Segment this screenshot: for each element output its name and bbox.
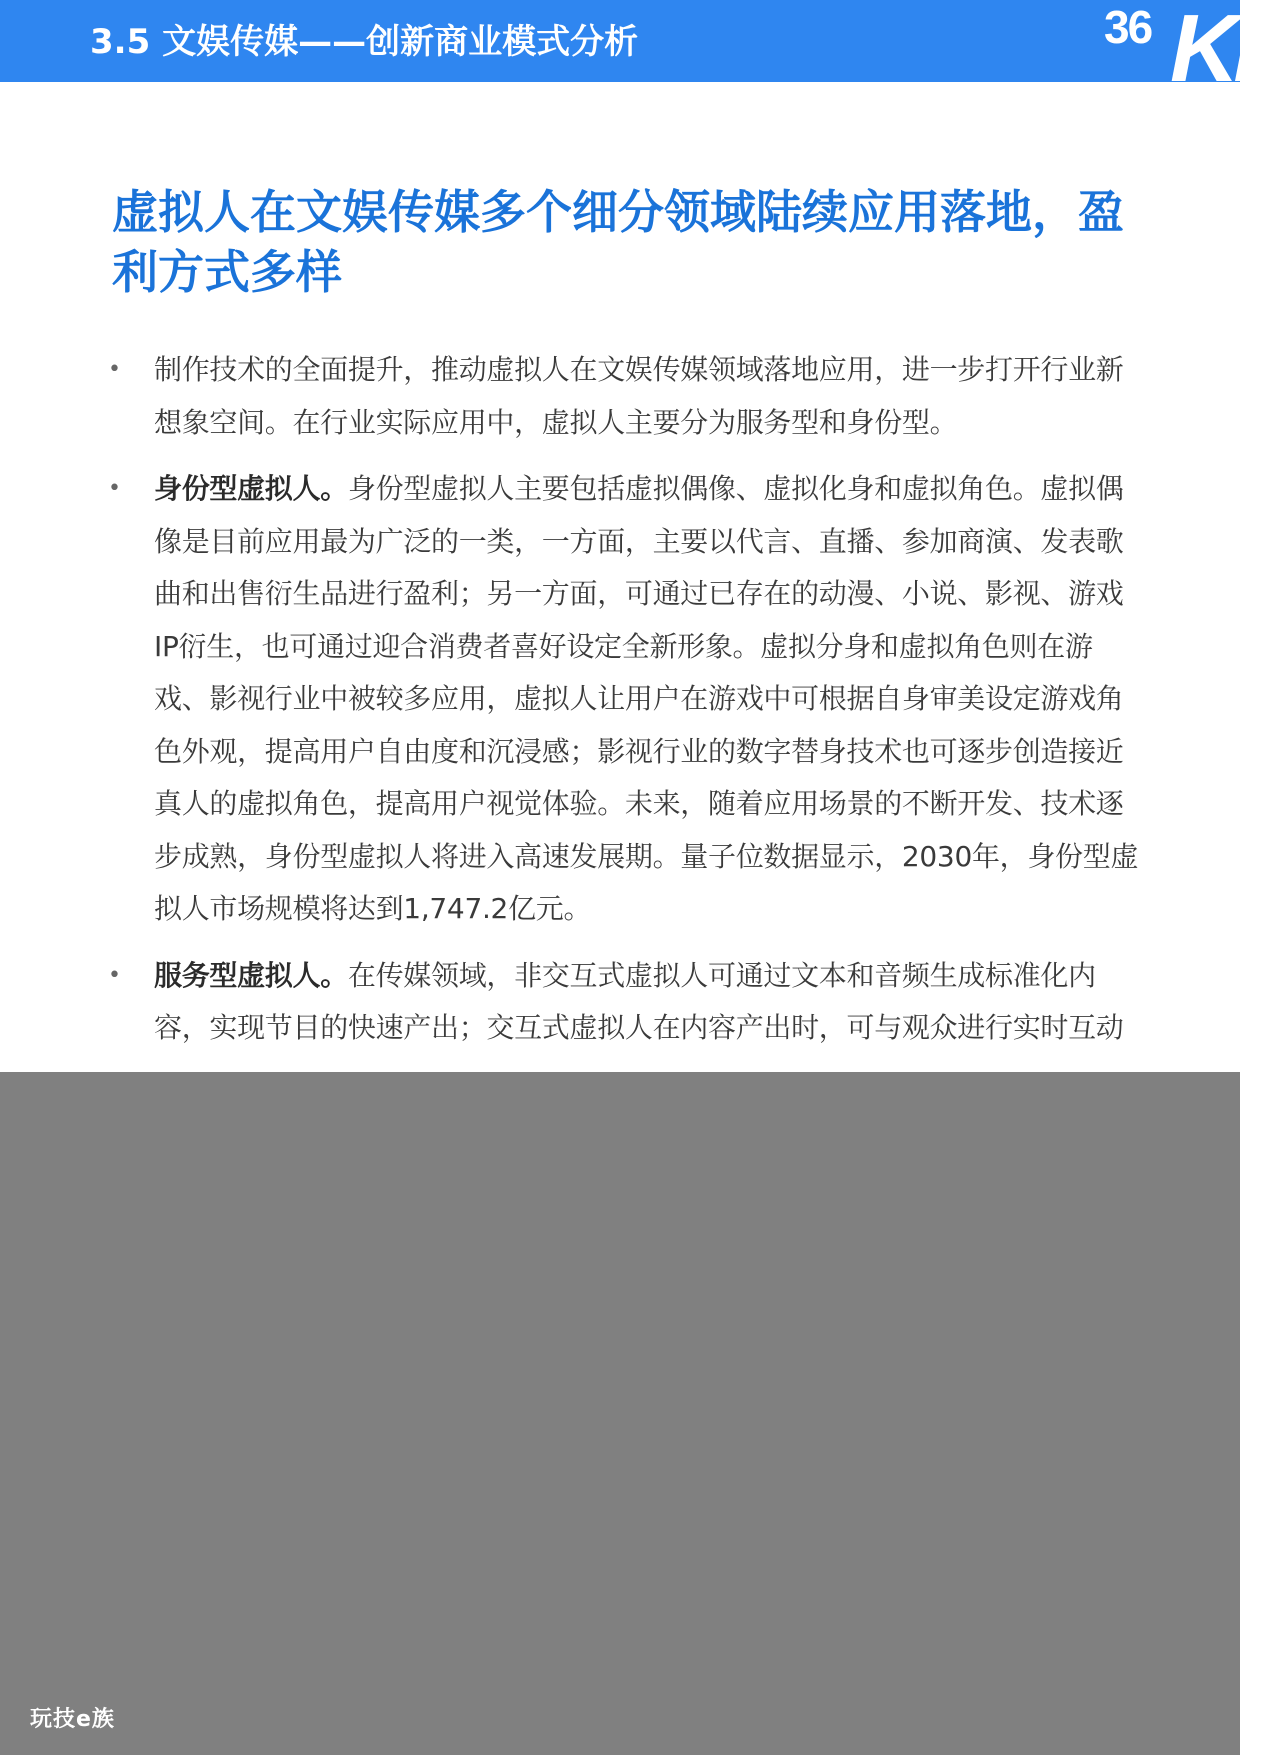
list-item	[104, 344, 1144, 449]
bullet-dot-icon: •	[108, 962, 121, 988]
bullet-text: 制作技术的全面提升，推动虚拟人在文娱传媒领域落地应用，进一步打开行业新想象空间。在行业实际应用中，虚拟人主要分为服务型和身份型。	[154, 353, 1124, 439]
logo-letters: Kr	[1170, 0, 1265, 102]
logo-number: 36	[1104, 1, 1152, 53]
bullet-lead: 服务型虚拟人。	[154, 958, 348, 992]
bullet-text: 身份型虚拟人主要包括虚拟偶像、虚拟化身和虚拟角色。虚拟偶像是目前应用最为广泛的一类，一方面，主要以代言、直播、参加商演、发表歌曲和出售衍生品进行盈利；另一方面，可通过已存在的动漫、小说、影视、游戏IP衍生，也可通过迎合消费者喜好设定全新形象。虚拟分身和虚拟角色则在游戏、影视行业中被较多应用，虚拟人让用户在游戏中可根据自身审美设定游戏角色外观，提高用户自由度和沉浸感；影视行业的数字替身技术也可逐步创造接近真人的虚拟角色，提高用户视觉体验。未来，随着应用场景的不断开发、技术逐步成熟，身份型虚拟人将进入高速发展期。量子位数据显示，2030年，身份型虚拟人市场规模将达到1,747.2亿元。	[154, 472, 1139, 925]
36kr-logo	[1080, 0, 1265, 102]
list-item	[104, 463, 1144, 936]
bullet-list	[104, 344, 1144, 1069]
bullet-paragraph	[154, 950, 1144, 1055]
list-item	[104, 950, 1144, 1055]
bullet-lead: 身份型虚拟人。	[154, 472, 348, 505]
redaction-overlay	[0, 1072, 1240, 1755]
bullet-paragraph	[154, 344, 1144, 449]
section-title: 3.5 文娱传媒——创新商业模式分析	[90, 22, 639, 62]
bullet-paragraph	[154, 463, 1144, 936]
footer-brand: 玩技e族	[30, 1707, 115, 1732]
page-title: 虚拟人在文娱传媒多个细分领域陆续应用落地，盈利方式多样	[112, 185, 1124, 299]
bullet-dot-icon: •	[108, 357, 121, 382]
bullet-text: 在传媒领域，非交互式虚拟人可通过文本和音频生成标准化内容，实现节目的快速产出；交互式虚拟人在内容产出时，可与观众进行实时互动	[154, 958, 1124, 1044]
header-bar	[0, 0, 1265, 102]
bullet-dot-icon: •	[108, 476, 121, 501]
